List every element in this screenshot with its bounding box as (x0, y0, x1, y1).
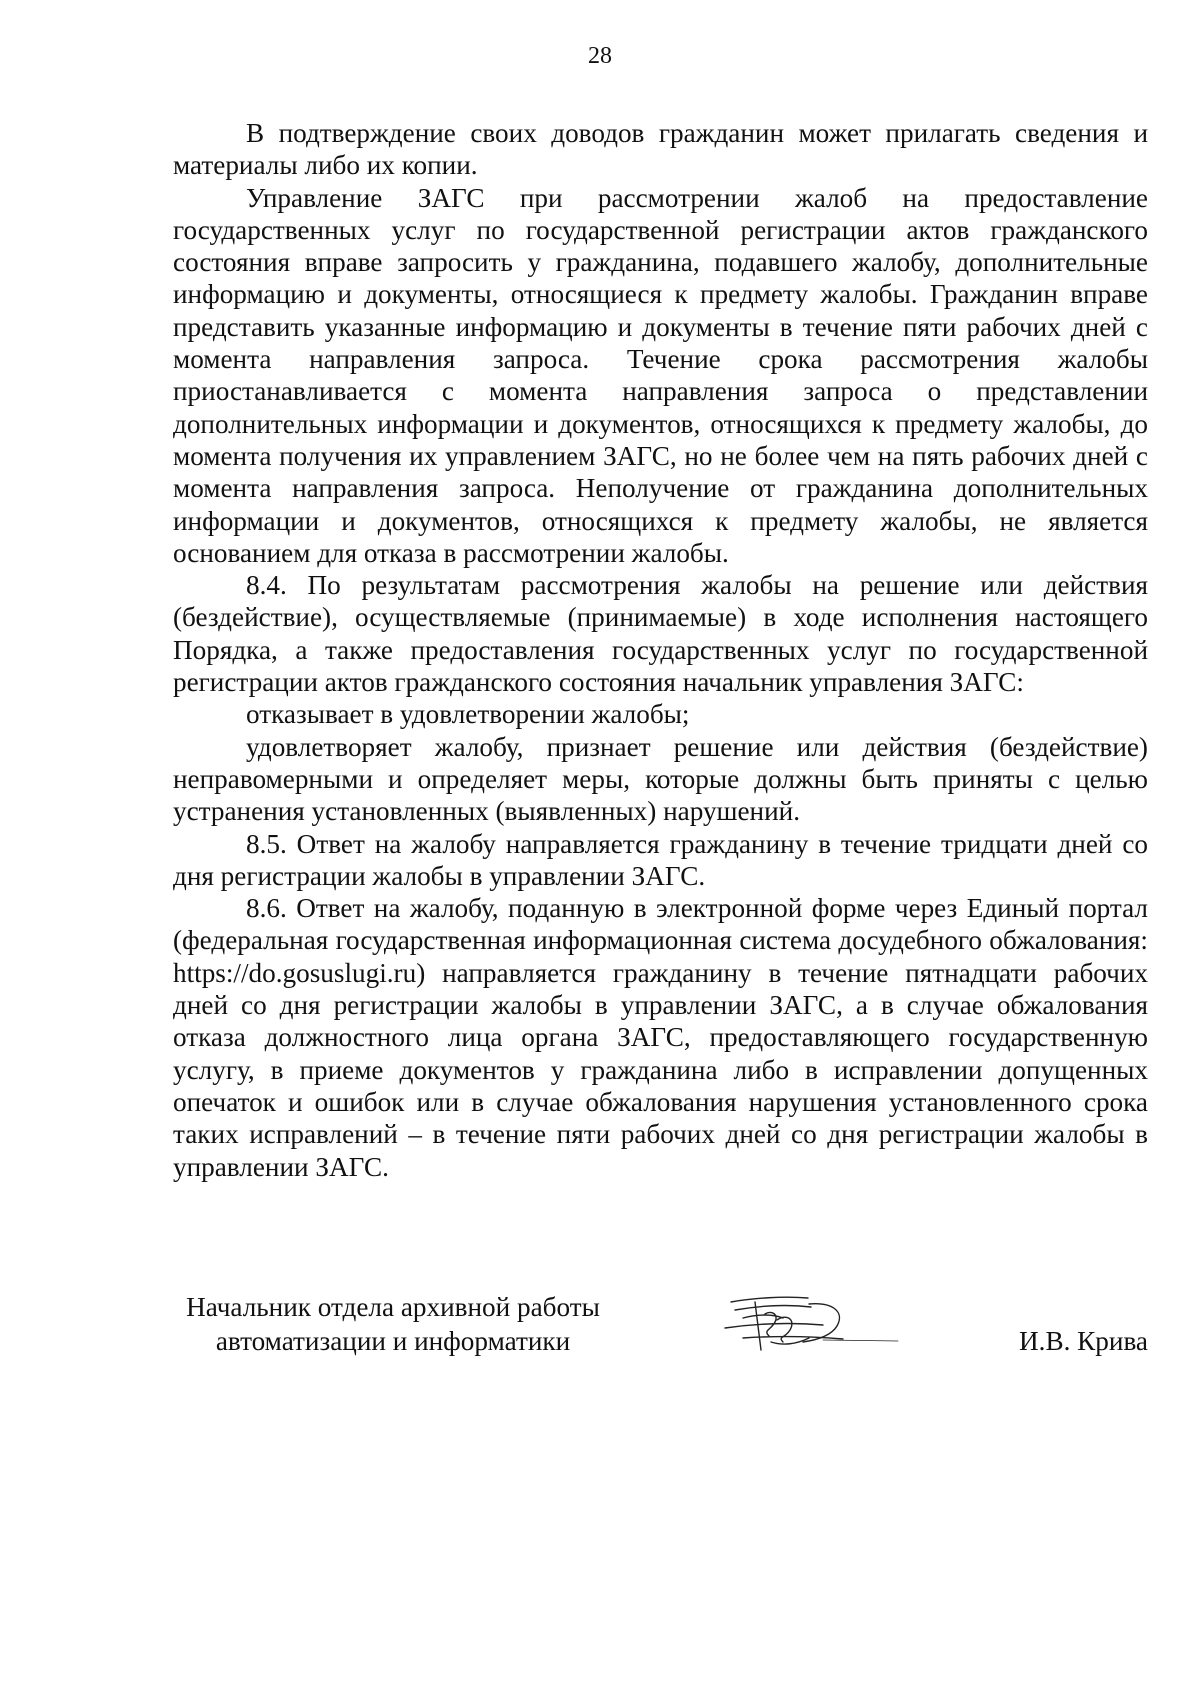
paragraph: Управление ЗАГС при рассмотрении жалоб на предоставление государственных услуг по государственной регистрации актов гражданского состояния вправе запросить у гражданина, подавшего жалобу, дополнительные информацию и документы, относящиеся к предмету жалобы. Гражданин вправе представить указанные информацию и документы в течение пяти рабочих дней с момента направления запроса. Течение срока рассмотрения жалобы приостанавливается с момента направления запроса о представлении дополнительных информации и документов, относящихся к предмету жалобы, до момента получения их управлением ЗАГС, но не более чем на пять рабочих дней с момента направления запроса. Неполучение от гражданина дополнительных информации и документов, относящихся к предмету жалобы, не является основанием для отказа в рассмотрении жалобы. (173, 182, 1148, 568)
page-number: 28 (588, 43, 612, 69)
paragraph: отказывает в удовлетворении жалобы; (246, 699, 690, 730)
paragraph-8-6: 8.6. Ответ на жалобу, поданную в электронной форме через Единый портал (федеральная государственная информационная система досудебного обжалования: https://do.gosuslugi.ru) направляется гражданину в течение пятнадцати рабочих дней со дня регистрации жалобы в управлении ЗАГС, а в случае обжалования отказа должностного лица органа ЗАГС, предоставляющего государственную услугу, в приеме документов у гражданина либо в исправлении допущенных опечаток и ошибок или в случае обжалования нарушения установленного срока таких исправлений – в течение пяти рабочих дней со дня регистрации жалобы в управлении ЗАГС. (173, 893, 1148, 1182)
handwritten-signature-icon (713, 1284, 903, 1364)
signature-block (173, 1290, 1148, 1380)
paragraph: удовлетворяет жалобу, признает решение или действия (бездействие) неправомерными и определяет меры, которые должны быть приняты с целью устранения установленных (выявленных) нарушений. (173, 731, 1148, 827)
signatory-position (173, 1290, 613, 1358)
paragraph-8-5: 8.5. Ответ на жалобу направляется гражданину в течение тридцати дней со дня регистрации жалобы в управлении ЗАГС. (173, 828, 1148, 891)
document-body (173, 117, 1148, 1183)
paragraph-8-4: 8.4. По результатам рассмотрения жалобы на решение или действия (бездействие), осуществляемые (принимаемые) в ходе исполнения настоящего Порядка, а также предоставления государственных услуг по государственной регистрации актов гражданского состояния начальник управления ЗАГС: (173, 570, 1148, 698)
signatory-name: И.В. Крива (1019, 1326, 1148, 1356)
signatory-position-line: Начальник отдела архивной работы (186, 1292, 600, 1322)
paragraph: В подтверждение своих доводов гражданин может прилагать сведения и материалы либо их копии. (173, 118, 1148, 181)
signatory-position-line: автоматизации и информатики (215, 1326, 571, 1356)
